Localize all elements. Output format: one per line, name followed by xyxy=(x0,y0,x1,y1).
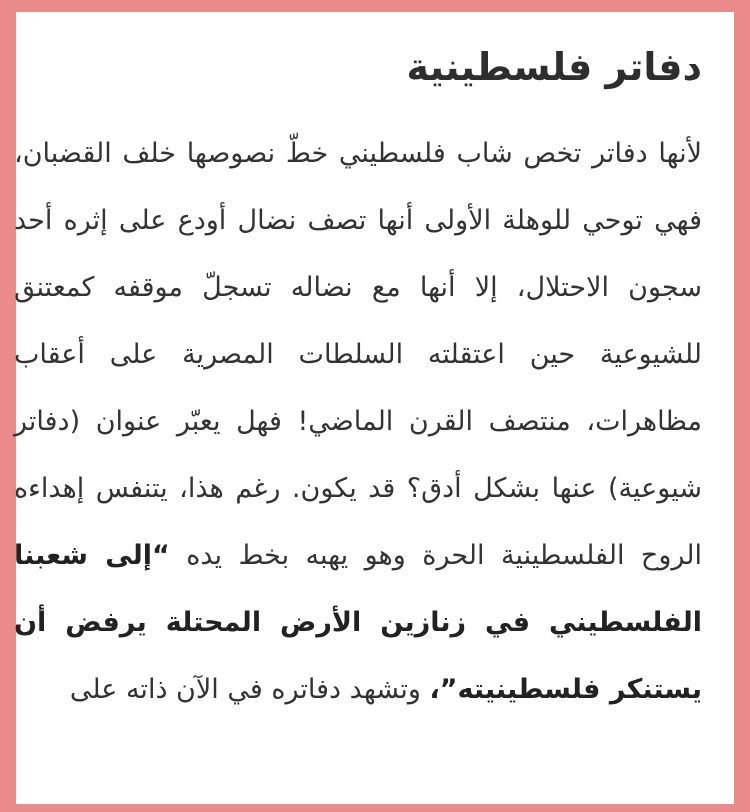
paragraph-outro: وتشهد دفاتره في الآن ذاته على xyxy=(69,674,421,705)
article-paragraph xyxy=(14,120,702,723)
dedication-quote: “إلى شعبنا الفلسطيني في زنازين الأرض المحتلة يرفض أن يستنكر فلسطينيته”، xyxy=(14,540,702,705)
paragraph-intro: لأنها دفاتر تخص شاب فلسطيني خطّ نصوصها خلف القضبان، فهي توحي للوهلة الأولى أنها تصف نضال أودع على إثره أحد سجون الاحتلال، إلا أنها مع نضاله تسجلّ موقفه كمعتنق للشيوعية حين اعتقلته السلطات المصرية على أعقاب مظاهرات، منتصف القرن الماضي! فهل يعبّر عنوان (دفاتر شيوعية) عنها بشكل أدق؟ قد يكون. رغم هذا، يتنفس إهداءه الروح الفلسطينية الحرة وهو يهبه بخط يده xyxy=(14,138,703,571)
article xyxy=(14,38,702,723)
article-title: دفاتر فلسطينية xyxy=(406,45,702,89)
